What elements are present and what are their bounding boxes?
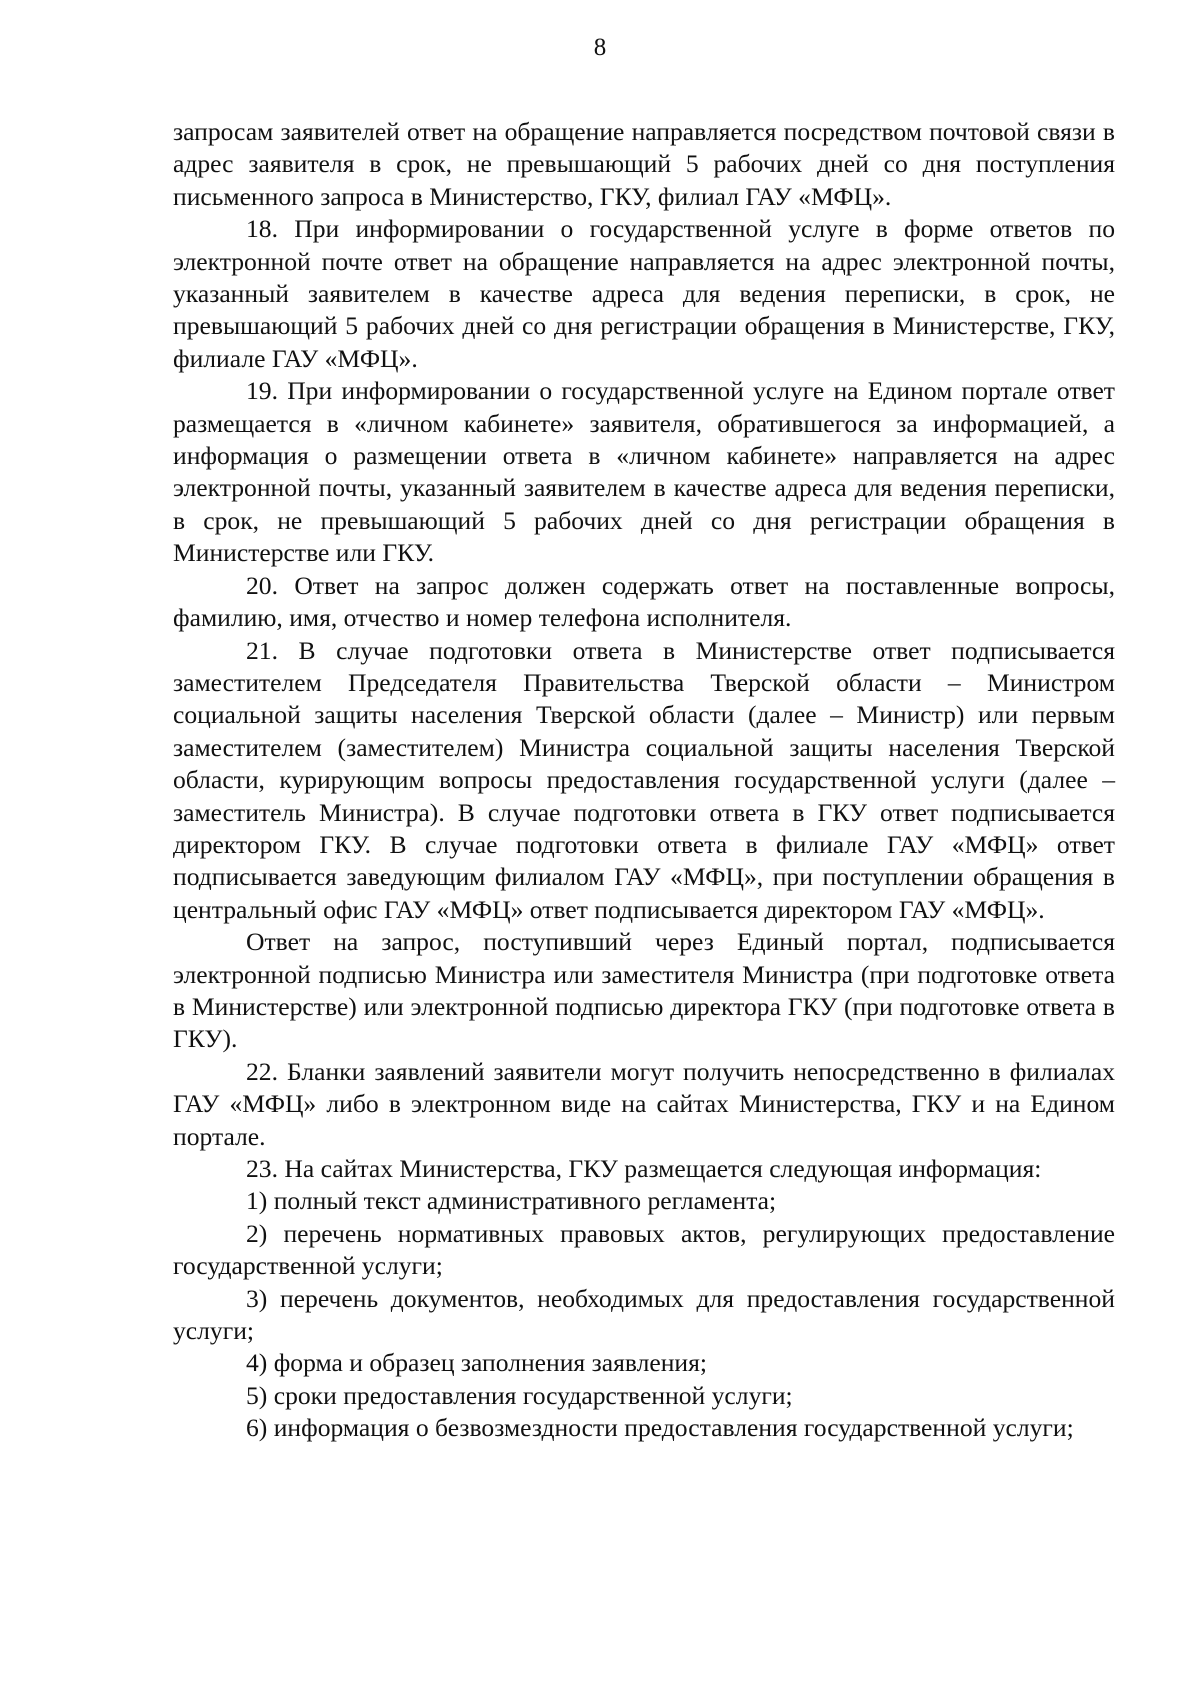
paragraph-19: 19. При информировании о государственной услуге на Едином портале ответ размещается в «личном кабинете» заявителя, обратившегося за информацией, а информация о размещении ответа в «личном кабинете» направляется на адрес электронной почты, указанный заявителем в качестве адреса для ведения переписки, в срок, не превышающий 5 рабочих дней со дня регистрации обращения в Министерстве или ГКУ. (173, 376, 1115, 568)
list-item-3: 3) перечень документов, необходимых для предоставления государственной услуги; (173, 1283, 1115, 1346)
paragraph-21-signature: Ответ на запрос, поступивший через Единый портал, подписывается электронной подписью Министра или заместителя Министра (при подготовке ответа в Министерстве) или электронной подписью директора ГКУ (при подготовке ответа в ГКУ). (173, 927, 1115, 1054)
page-number: 8 (593, 34, 607, 61)
paragraph-18: 18. При информировании о государственной услуге в форме ответов по электронной почте ответ на обращение направляется на адрес электронной почты, указанный заявителем в качестве адреса для ведения переписки, в срок, не превышающий 5 рабочих дней со дня регистрации обращения в Министерстве, ГКУ, филиале ГАУ «МФЦ». (173, 214, 1115, 373)
paragraph-23: 23. На сайтах Министерства, ГКУ размещается следующая информация: (246, 1154, 1042, 1183)
list-item-4: 4) форма и образец заполнения заявления; (246, 1348, 707, 1378)
list-item-1: 1) полный текст административного регламента; (246, 1186, 777, 1216)
list-item-5: 5) сроки предоставления государственной услуги; (246, 1380, 793, 1410)
paragraph-21: 21. В случае подготовки ответа в Министерстве ответ подписывается заместителем Председателя Правительства Тверской области – Министром социальной защиты населения Тверской области (далее – Министр) или первым заместителем (заместителем) Министра социальной защиты населения Тверской области, курирующим вопросы предоставления государственной услуги (далее – заместитель Министра). В случае подготовки ответа в ГКУ ответ подписывается директором ГКУ. В случае подготовки ответа в филиале ГАУ «МФЦ» ответ подписывается заведующим филиалом ГАУ «МФЦ», при поступлении обращения в центральный офис ГАУ «МФЦ» ответ подписывается директором ГАУ «МФЦ». (173, 635, 1115, 924)
list-item-6: 6) информация о безвозмездности предоставления государственной услуги; (246, 1413, 1074, 1443)
paragraph-continuation: запросам заявителей ответ на обращение направляется посредством почтовой связи в адрес заявителя в срок, не превышающий 5 рабочих дней со дня поступления письменного запроса в Министерство, ГКУ, филиал ГАУ «МФЦ». (173, 117, 1115, 211)
document-body (173, 116, 1115, 1445)
paragraph-20: 20. Ответ на запрос должен содержать ответ на поставленные вопросы, фамилию, имя, отчество и номер телефона исполнителя. (173, 570, 1115, 633)
paragraph-22: 22. Бланки заявлений заявители могут получить непосредственно в филиалах ГАУ «МФЦ» либо в электронном виде на сайтах Министерства, ГКУ и на Едином портале. (173, 1056, 1115, 1151)
list-item-2: 2) перечень нормативных правовых актов, регулирующих предоставление государственной услуги; (173, 1218, 1115, 1281)
